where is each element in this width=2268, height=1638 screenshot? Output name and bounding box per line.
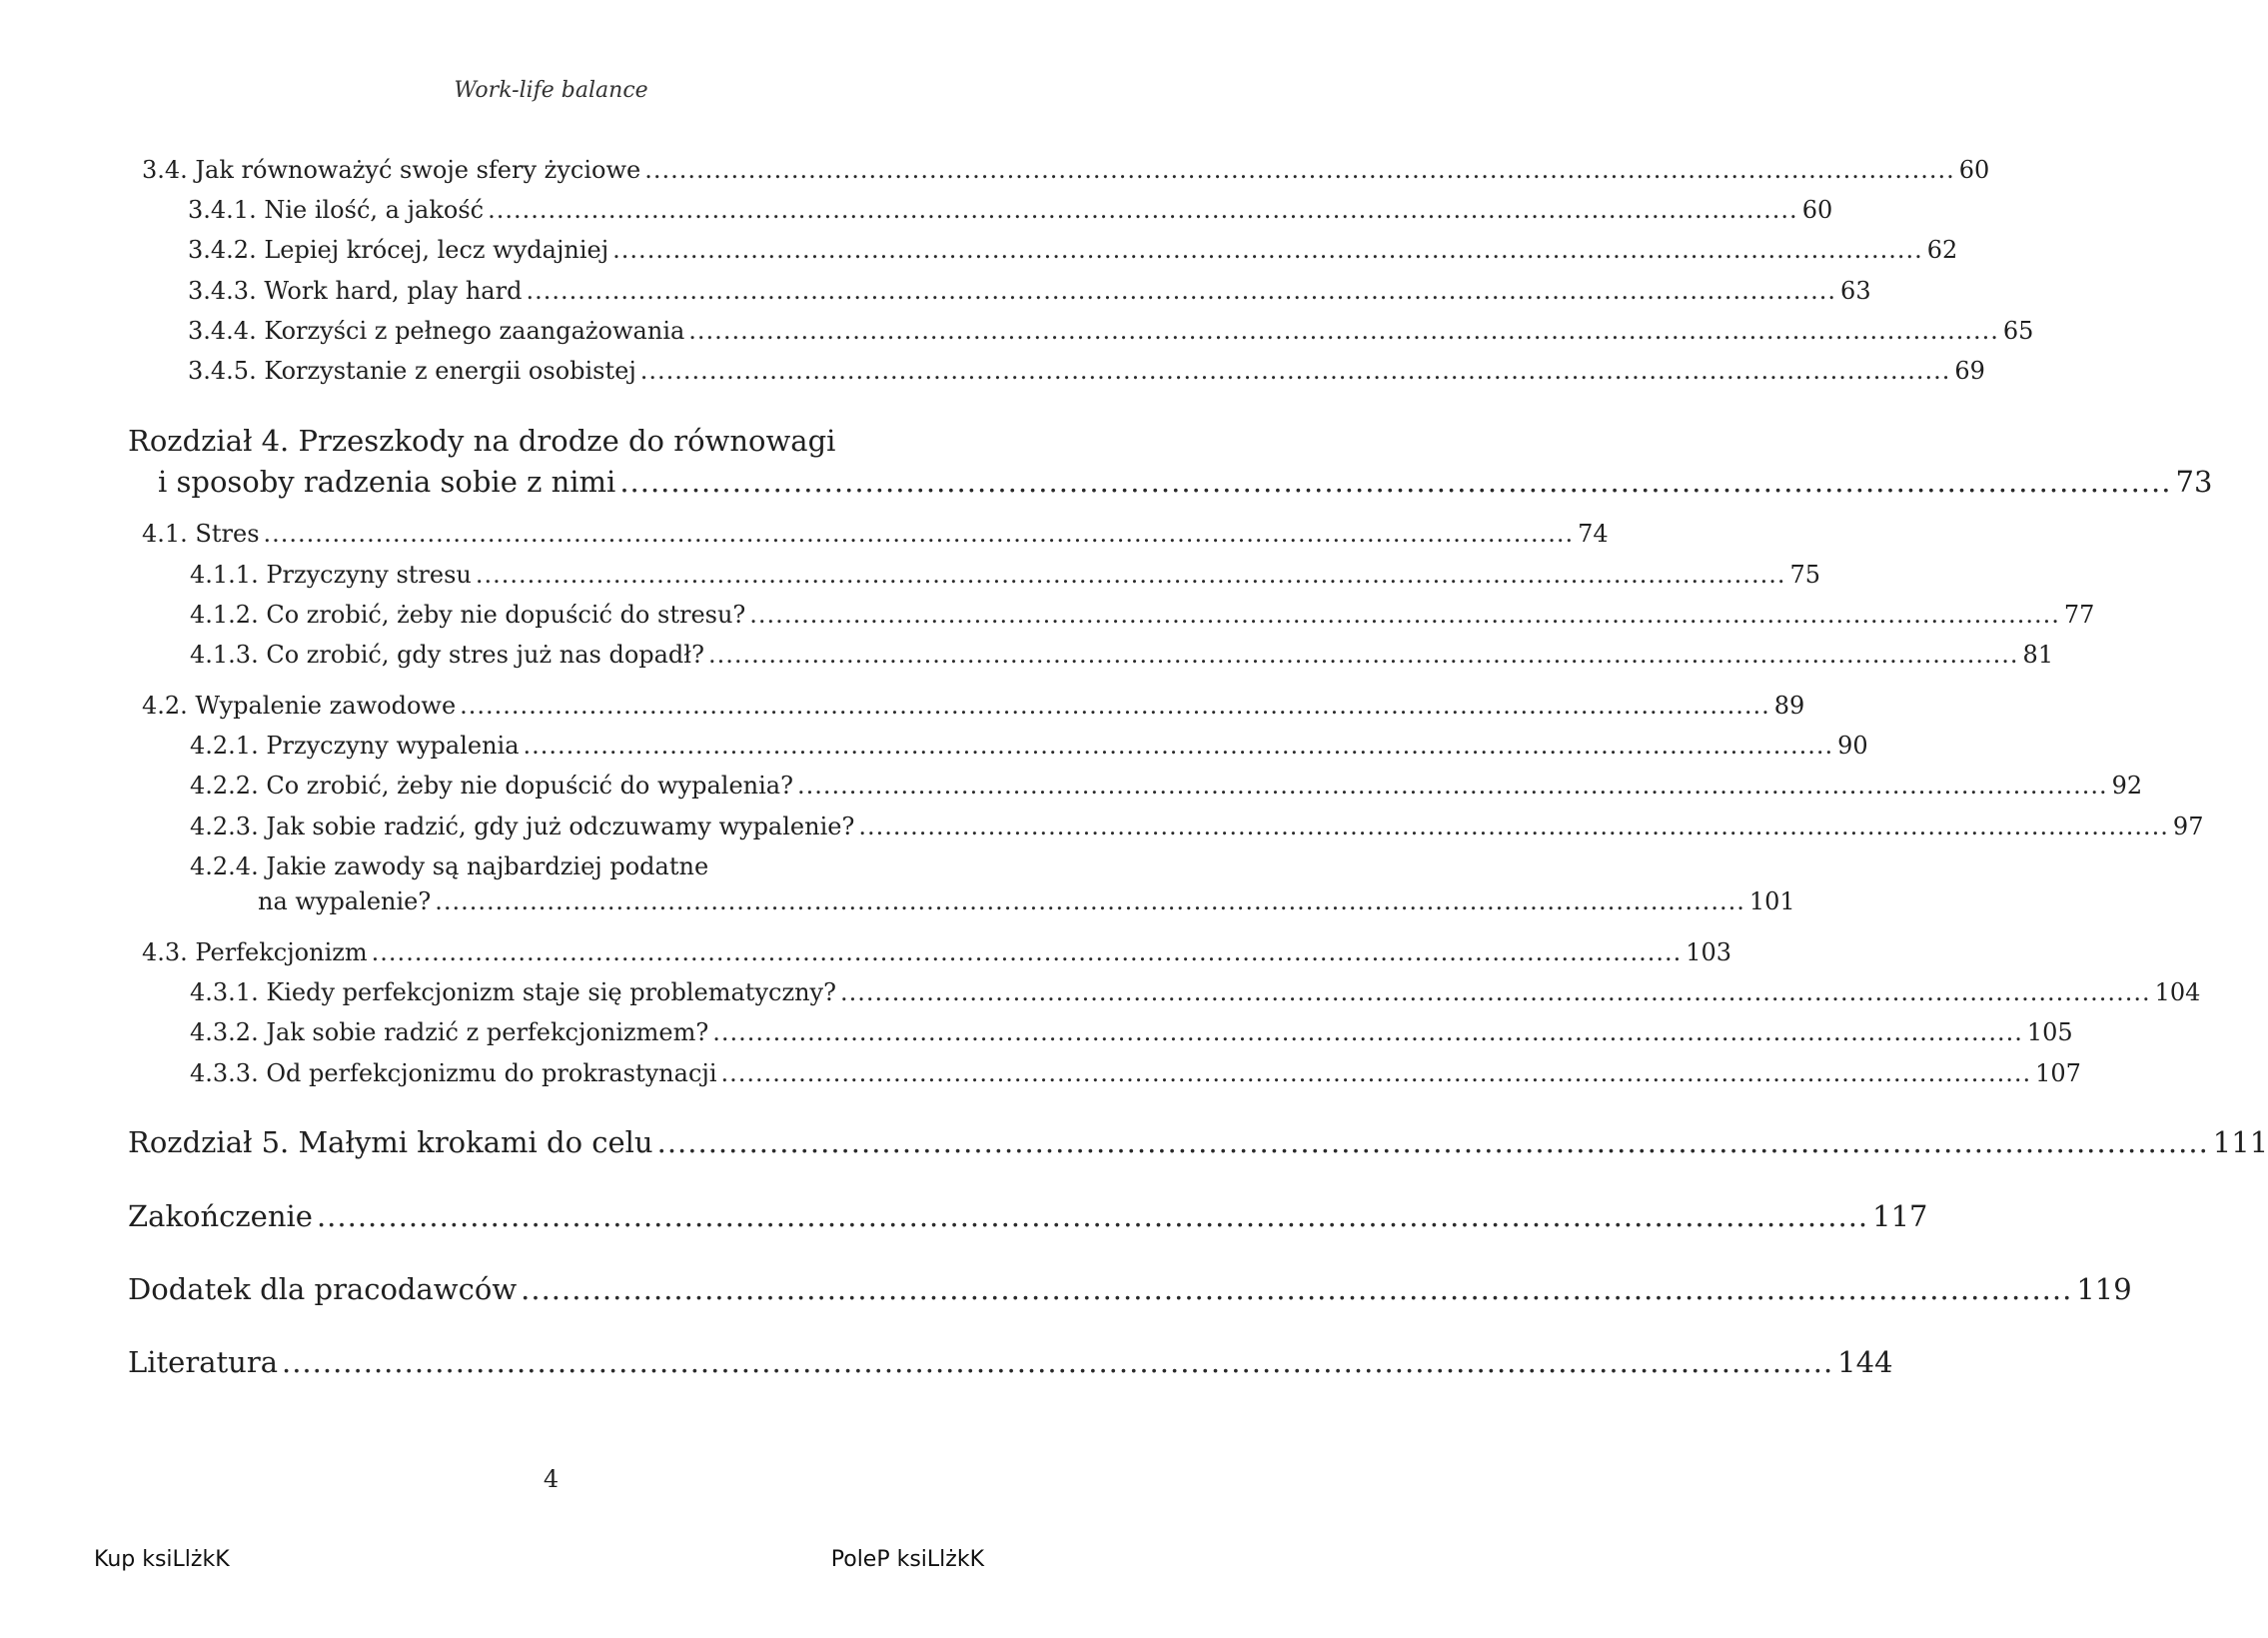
toc-entry-page: 90 bbox=[1837, 732, 1868, 760]
toc-entry-title: 4.1.2. Co zrobić, żeby nie dopuścić do stresu? bbox=[190, 601, 746, 629]
toc-entry-page: 60 bbox=[1801, 196, 1833, 224]
footer-recommend-link[interactable]: PoleP ksiLlżkK bbox=[830, 1547, 984, 1572]
toc-entry-page: 105 bbox=[2026, 1018, 2073, 1046]
toc-entry-title: 4.2.2. Co zrobić, żeby nie dopuścić do wypalenia? bbox=[190, 772, 793, 800]
toc-entry-page: 77 bbox=[2063, 601, 2095, 629]
leader-dots: ........................................................................................................................................................ bbox=[749, 601, 2060, 629]
toc-entry-4-2-3 bbox=[190, 813, 2204, 840]
toc-entry-title: 3.4.3. Work hard, play hard bbox=[188, 277, 523, 305]
toc-entry-4-3 bbox=[142, 938, 1732, 966]
toc-entry-title: 3.4.1. Nie ilość, a jakość bbox=[188, 196, 485, 224]
toc-entry-title: 4.3.1. Kiedy perfekcjonizm staje się problematyczny? bbox=[190, 978, 836, 1006]
toc-entry-3-4-5 bbox=[188, 357, 1985, 385]
toc-entry-title: 3.4.4. Korzyści z pełnego zaangażowania bbox=[188, 317, 685, 345]
toc-entry-page: 97 bbox=[2172, 813, 2204, 840]
toc-entry-chapter-5 bbox=[128, 1125, 2268, 1159]
toc-entry-4-1-1 bbox=[190, 561, 1820, 589]
toc-entry-title: Literatura bbox=[128, 1345, 278, 1379]
leader-dots: ........................................................................................................................................................ bbox=[639, 357, 1951, 385]
toc-entry-page: 104 bbox=[2154, 978, 2201, 1006]
leader-dots: ........................................................................................................................................................ bbox=[521, 1272, 2073, 1306]
leader-dots: ........................................................................................................................................................ bbox=[858, 813, 2169, 840]
toc-entry-title: 4.3.3. Od perfekcjonizmu do prokrastynacji bbox=[190, 1059, 717, 1087]
chapter-4-title-line1: Rozdział 4. Przeszkody na drodze do równowagi bbox=[128, 424, 836, 458]
toc-entry-3-4-1 bbox=[188, 196, 1833, 224]
leader-dots: ........................................................................................................................................................ bbox=[475, 561, 1786, 589]
toc-entry-dodatek bbox=[128, 1272, 2132, 1306]
toc-entry-page: 69 bbox=[1954, 357, 1985, 385]
toc-entry-zakonczenie bbox=[128, 1199, 1928, 1233]
toc-entry-title: 4.1.3. Co zrobić, gdy stres już nas dopadł? bbox=[190, 641, 704, 669]
toc-entry-4-2-4-line1: 4.2.4. Jakie zawody są najbardziej podatne bbox=[190, 852, 709, 880]
toc-entry-title: 4.1. Stres bbox=[142, 520, 260, 548]
toc-entry-3-4 bbox=[142, 156, 1990, 184]
toc-entry-page: 60 bbox=[1958, 156, 1990, 184]
toc-entry-page: 101 bbox=[1748, 887, 1795, 915]
leader-dots: ........................................................................................................................................................ bbox=[281, 1345, 1834, 1379]
leader-dots: ........................................................................................................................................................ bbox=[460, 692, 1770, 720]
toc-entry-page: 119 bbox=[2076, 1272, 2132, 1306]
toc-entry-page: 111 bbox=[2212, 1125, 2268, 1159]
leader-dots: ........................................................................................................................................................ bbox=[619, 465, 2172, 499]
toc-entry-4-3-1 bbox=[190, 978, 2201, 1006]
leader-dots: ........................................................................................................................................................ bbox=[712, 1018, 2023, 1046]
leader-dots: ........................................................................................................................................................ bbox=[435, 887, 1745, 915]
toc-entry-title: 3.4.5. Korzystanie z energii osobistej bbox=[188, 357, 636, 385]
toc-entry-page: 81 bbox=[2022, 641, 2054, 669]
toc-entry-title: 3.4. Jak równoważyć swoje sfery życiowe bbox=[142, 156, 641, 184]
toc-entry-title: Rozdział 5. Małymi krokami do celu bbox=[128, 1125, 653, 1159]
toc-entry-4-3-3 bbox=[190, 1059, 2081, 1087]
toc-entry-page: 65 bbox=[2002, 317, 2034, 345]
leader-dots: ........................................................................................................................................................ bbox=[656, 1125, 2209, 1159]
leader-dots: ........................................................................................................................................................ bbox=[316, 1199, 1869, 1233]
toc-entry-page: 75 bbox=[1789, 561, 1820, 589]
leader-dots: ........................................................................................................................................................ bbox=[688, 317, 1999, 345]
toc-entry-title: 4.1.1. Przyczyny stresu bbox=[190, 561, 472, 589]
toc-entry-4-2 bbox=[142, 692, 1805, 720]
toc-entry-page: 144 bbox=[1837, 1345, 1893, 1379]
toc-entry-4-2-1 bbox=[190, 732, 1868, 760]
toc-entry-page: 62 bbox=[1926, 236, 1958, 264]
leader-dots: ........................................................................................................................................................ bbox=[526, 277, 1837, 305]
toc-entry-title: i sposoby radzenia sobie z nimi bbox=[158, 465, 616, 499]
toc-entry-title: 4.2. Wypalenie zawodowe bbox=[142, 692, 457, 720]
toc-entry-4-1-3 bbox=[190, 641, 2054, 669]
toc-entry-title: 4.3.2. Jak sobie radzić z perfekcjonizmem? bbox=[190, 1018, 709, 1046]
leader-dots: ........................................................................................................................................................ bbox=[371, 938, 1683, 966]
leader-dots: ........................................................................................................................................................ bbox=[612, 236, 1923, 264]
leader-dots: ........................................................................................................................................................ bbox=[720, 1059, 2032, 1087]
toc-entry-page: 103 bbox=[1686, 938, 1732, 966]
leader-dots: ........................................................................................................................................................ bbox=[263, 520, 1575, 548]
toc-entry-page: 92 bbox=[2111, 772, 2143, 800]
toc-entry-4-3-2 bbox=[190, 1018, 2073, 1046]
toc-entry-page: 74 bbox=[1578, 520, 1609, 548]
toc-entry-4-1-2 bbox=[190, 601, 2095, 629]
toc-entry-page: 117 bbox=[1872, 1199, 1928, 1233]
toc-entry-title: Dodatek dla pracodawców bbox=[128, 1272, 518, 1306]
leader-dots: ........................................................................................................................................................ bbox=[796, 772, 2108, 800]
toc-entry-title: 4.3. Perfekcjonizm bbox=[142, 938, 368, 966]
toc-entry-chapter-4 bbox=[158, 465, 2213, 499]
leader-dots: ........................................................................................................................................................ bbox=[523, 732, 1834, 760]
page-number: 4 bbox=[543, 1465, 560, 1493]
toc-entry-4-2-2 bbox=[190, 772, 2143, 800]
toc-entry-4-1 bbox=[142, 520, 1609, 548]
footer-buy-link[interactable]: Kup ksiLlżkK bbox=[94, 1547, 230, 1572]
toc-entry-page: 73 bbox=[2175, 465, 2213, 499]
toc-entry-title: 4.2.1. Przyczyny wypalenia bbox=[190, 732, 520, 760]
toc-entry-page: 63 bbox=[1840, 277, 1871, 305]
leader-dots: ........................................................................................................................................................ bbox=[707, 641, 2019, 669]
toc-entry-title: 4.2.3. Jak sobie radzić, gdy już odczuwamy wypalenie? bbox=[190, 813, 855, 840]
toc-entry-3-4-3 bbox=[188, 277, 1871, 305]
running-head: Work-life balance bbox=[454, 78, 648, 103]
toc-entry-4-2-4 bbox=[258, 887, 1795, 915]
toc-entry-page: 89 bbox=[1773, 692, 1805, 720]
leader-dots: ........................................................................................................................................................ bbox=[839, 978, 2151, 1006]
toc-entry-page: 107 bbox=[2035, 1059, 2081, 1087]
leader-dots: ........................................................................................................................................................ bbox=[488, 196, 1798, 224]
toc-entry-title: 3.4.2. Lepiej krócej, lecz wydajniej bbox=[188, 236, 609, 264]
toc-entry-literatura bbox=[128, 1345, 1893, 1379]
toc-entry-title: na wypalenie? bbox=[258, 887, 432, 915]
toc-entry-title: Zakończenie bbox=[128, 1199, 313, 1233]
toc-entry-3-4-2 bbox=[188, 236, 1958, 264]
toc-entry-3-4-4 bbox=[188, 317, 2034, 345]
leader-dots: ........................................................................................................................................................ bbox=[644, 156, 1955, 184]
